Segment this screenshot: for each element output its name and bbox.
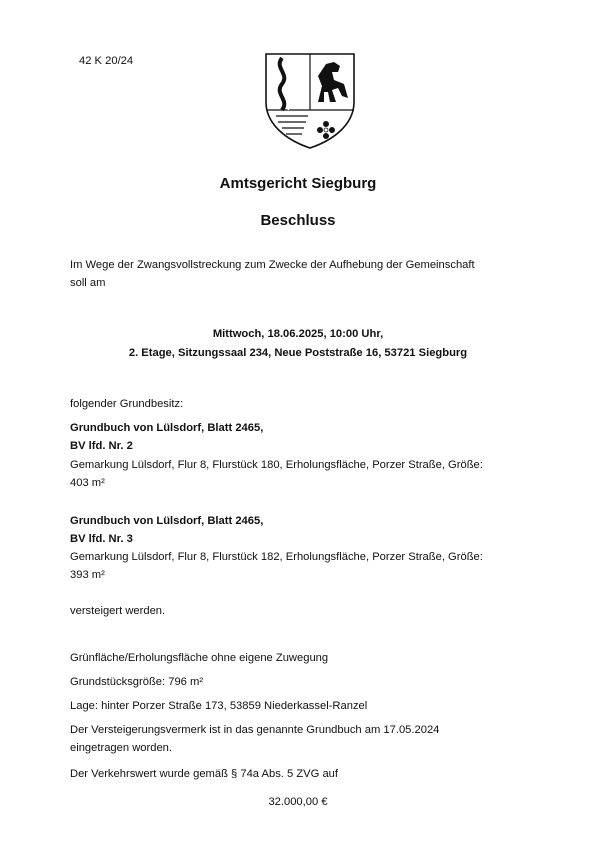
note-green-area: Grünfläche/Erholungsfläche ohne eigene Zuwegung (70, 652, 329, 664)
auction-statement: versteigert werden. (70, 605, 166, 617)
parcel-1-register: Grundbuch von Lülsdorf, Blatt 2465, (70, 422, 264, 434)
parcel-1-bv: BV lfd. Nr. 2 (70, 440, 133, 452)
auction-location: 2. Etage, Sitzungssaal 234, Neue Poststraße 16, 53721 Siegburg (128, 347, 468, 359)
market-value-amount: 32.000,00 € (268, 796, 328, 808)
nrw-coat-of-arms-icon (260, 50, 360, 150)
note-location: Lage: hinter Porzer Straße 173, 53859 Niederkassel-Ranzel (70, 700, 368, 712)
court-name: Amtsgericht Siegburg (219, 175, 377, 192)
file-number: 42 K 20/24 (79, 55, 134, 67)
parcel-2-size: 393 m² (70, 569, 105, 581)
intro-text-line2: soll am (70, 277, 106, 289)
intro-text-line1: Im Wege der Zwangsvollstreckung zum Zwecke der Aufhebung der Gemeinschaft (70, 259, 475, 271)
note-register-entry-line2: eingetragen worden. (70, 742, 173, 754)
note-market-value: Der Verkehrswert wurde gemäß § 74a Abs. 5 ZVG auf (70, 768, 339, 780)
property-heading: folgender Grundbesitz: (70, 398, 184, 410)
document-title: Beschluss (260, 212, 336, 229)
parcel-2-bv: BV lfd. Nr. 3 (70, 533, 133, 545)
note-total-size: Grundstücksgröße: 796 m² (70, 676, 204, 688)
parcel-1-size: 403 m² (70, 477, 105, 489)
parcel-2-register: Grundbuch von Lülsdorf, Blatt 2465, (70, 515, 264, 527)
auction-date: Mittwoch, 18.06.2025, 10:00 Uhr, (212, 328, 384, 340)
parcel-2-description: Gemarkung Lülsdorf, Flur 8, Flurstück 182, Erholungsfläche, Porzer Straße, Größe: (70, 551, 483, 563)
parcel-1-description: Gemarkung Lülsdorf, Flur 8, Flurstück 180, Erholungsfläche, Porzer Straße, Größe: (70, 459, 483, 471)
note-register-entry-line1: Der Versteigerungsvermerk ist in das genannte Grundbuch am 17.05.2024 (70, 724, 440, 736)
